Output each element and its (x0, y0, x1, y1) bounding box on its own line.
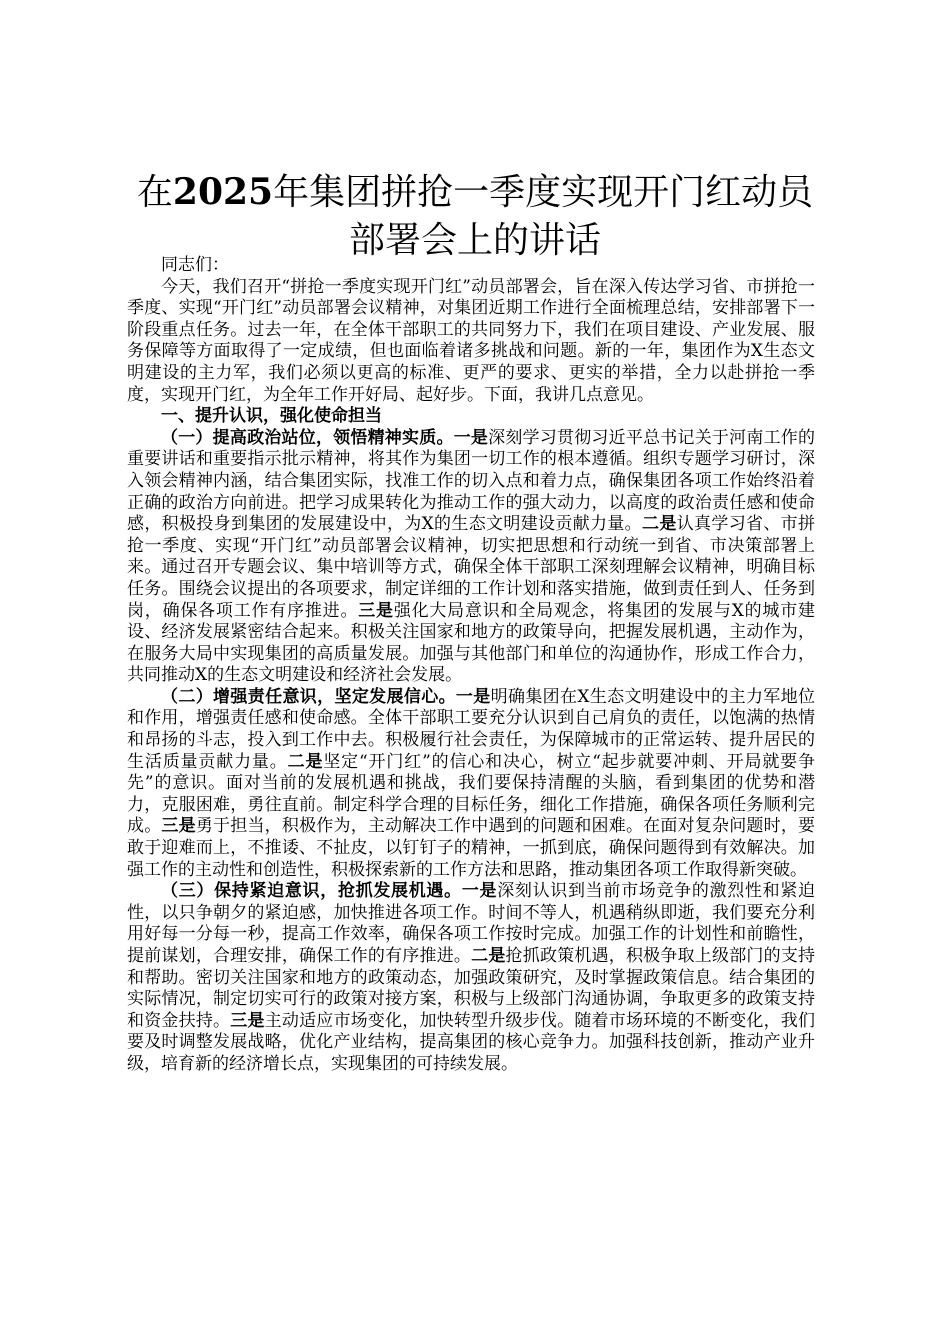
paragraph-2-heading: （二）增强责任意识，坚定发展信心。 (161, 686, 456, 707)
marker-first: 一是 (461, 881, 498, 902)
marker-second: 二是 (287, 751, 324, 772)
paragraph-2 (127, 687, 815, 881)
paragraph-2-text-1: 明确集团在X生态文明建设中的主力军地位和作用，增强责任感和使命感。全体干部职工要充分认识到自己肩负的责任，以饱满的热情和昂扬的斗志，投入到工作中去。积极履行社会责任，为保障城市的正常运转、提升居民的生活质量贡献力量。 (127, 686, 815, 772)
salutation: 同志们： (161, 255, 229, 275)
paragraph-3-heading: （三）保持紧迫意识，抢抓发展机遇。 (161, 881, 462, 902)
paragraph-1-text-3: 强化大局意识和全局观念，将集团的发展与X的城市建设、经济发展紧密结合起来。积极关注国家和地方的政策导向，把握发展机遇，主动作为，在服务大局中实现集团的高质量发展。加强与其他部门和单位的沟通协作，形成工作合力，共同推动X的生态文明建设和经济社会发展。 (127, 600, 816, 686)
marker-first: 一是 (453, 427, 489, 448)
document-title (120, 168, 830, 265)
section-heading-1: 一、提升认识，强化使命担当 (161, 406, 382, 427)
paragraph-2-text-2: 坚定“开门红”的信心和决心，树立“起步就要冲刺、开局就要争先”的意识。面对当前的发展机遇和挑战，我们要保持清醒的头脑，看到集团的优势和潜力，克服困难，勇往直前。制定科学合理的目标任务，细化工作措施，确保各项任务顺利完成。 (127, 751, 816, 837)
marker-second: 二是 (471, 946, 506, 966)
title-prefix: 在 (136, 172, 173, 213)
paragraph-3-text-2: 抢抓政策机遇，积极争取上级部门的支持和帮助。密切关注国家和地方的政策动态，加强政策研究，及时掌握政策信息。结合集团的实际情况，制定切实可行的政策对接方案，积极与上级部门沟通协调，争取更多的政策支持和资金扶持。 (127, 946, 816, 1031)
intro-paragraph: 今天，我们召开“拼抢一季度实现开门红”动员部署会，旨在深入传达学习省、市拼抢一季度、实现“开门红”动员部署会议精神，对集团近期工作进行全面梳理总结，安排部署下一阶段重点任务。过去一年，在全体干部职工的共同努力下，我们在项目建设、产业发展、服务保障等方面取得了一定成绩，但也面临着诸多挑战和问题。新的一年，集团作为X生态文明建设的主力军，我们必须以更高的标准、更严的要求、更实的举措，全力以赴拼抢一季度，实现开门红，为全年工作开好局、起好步。下面，我讲几点意见。 (127, 276, 815, 405)
document-body (127, 255, 815, 1076)
marker-second: 二是 (642, 514, 677, 535)
paragraph-3 (127, 881, 815, 1075)
title-suffix: 年集团拼抢一季度实现开门红动员部署会上的讲话 (273, 172, 814, 261)
marker-third: 三是 (161, 816, 196, 837)
paragraph-2-text-3: 勇于担当，积极作为，主动解决工作中遇到的问题和困难。在面对复杂问题时，要敢于迎难而上，不推诿、不扯皮，以钉钉子的精神，一抓到底，确保问题得到有效解决。加强工作的主动性和创造性，积极探索新的工作方法和思路，推动集团各项工作取得新突破。 (127, 816, 816, 880)
paragraph-3-text-1: 深刻认识到当前市场竞争的激烈性和紧迫性，以只争朝夕的紧迫感，加快推进各项工作。时间不等人，机遇稍纵即逝，我们要充分利用好每一分每一秒，提高工作效率，确保各项工作按时完成。加强工作的计划性和前瞻性，提前谋划，合理安排，确保工作的有序推进。 (127, 881, 816, 966)
marker-first: 一是 (455, 686, 491, 707)
title-year: 2025 (172, 171, 274, 213)
marker-third: 三是 (230, 1010, 265, 1031)
paragraph-1-heading: （一）提高政治站位，领悟精神实质。 (161, 427, 454, 448)
paragraph-3-text-3: 主动适应市场变化，加快转型升级步伐。随着市场环境的不断变化，我们要及时调整发展战略，优化产业结构，提高集团的核心竞争力。加强科技创新，推动产业升级，培育新的经济增长点，实现集团的可持续发展。 (127, 1010, 816, 1074)
marker-third: 三是 (358, 600, 394, 621)
paragraph-1 (127, 428, 815, 687)
paragraph-1-text-2: 认真学习省、市拼抢一季度、实现“开门红”动员部署会议精神，切实把思想和行动统一到省、市决策部署上来。通过召开专题会议、集中培训等方式，确保全体干部职工深刻理解会议精神，明确目标任务。围绕会议提出的各项要求，制定详细的工作计划和落实措施，做到责任到人、任务到岗，确保各项工作有序推进。 (127, 514, 816, 621)
paragraph-1-text-1: 深刻学习贯彻习近平总书记关于河南工作的重要讲话和重要指示批示精神，将其作为集团一切工作的根本遵循。组织专题学习研讨，深入领会精神内涵，结合集团实际，找准工作的切入点和着力点，确保集团各项工作始终沿着正确的政治方向前进。把学习成果转化为推动工作的强大动力，以高度的政治责任感和使命感，积极投身到集团的发展建设中，为X的生态文明建设贡献力量。 (127, 427, 816, 535)
